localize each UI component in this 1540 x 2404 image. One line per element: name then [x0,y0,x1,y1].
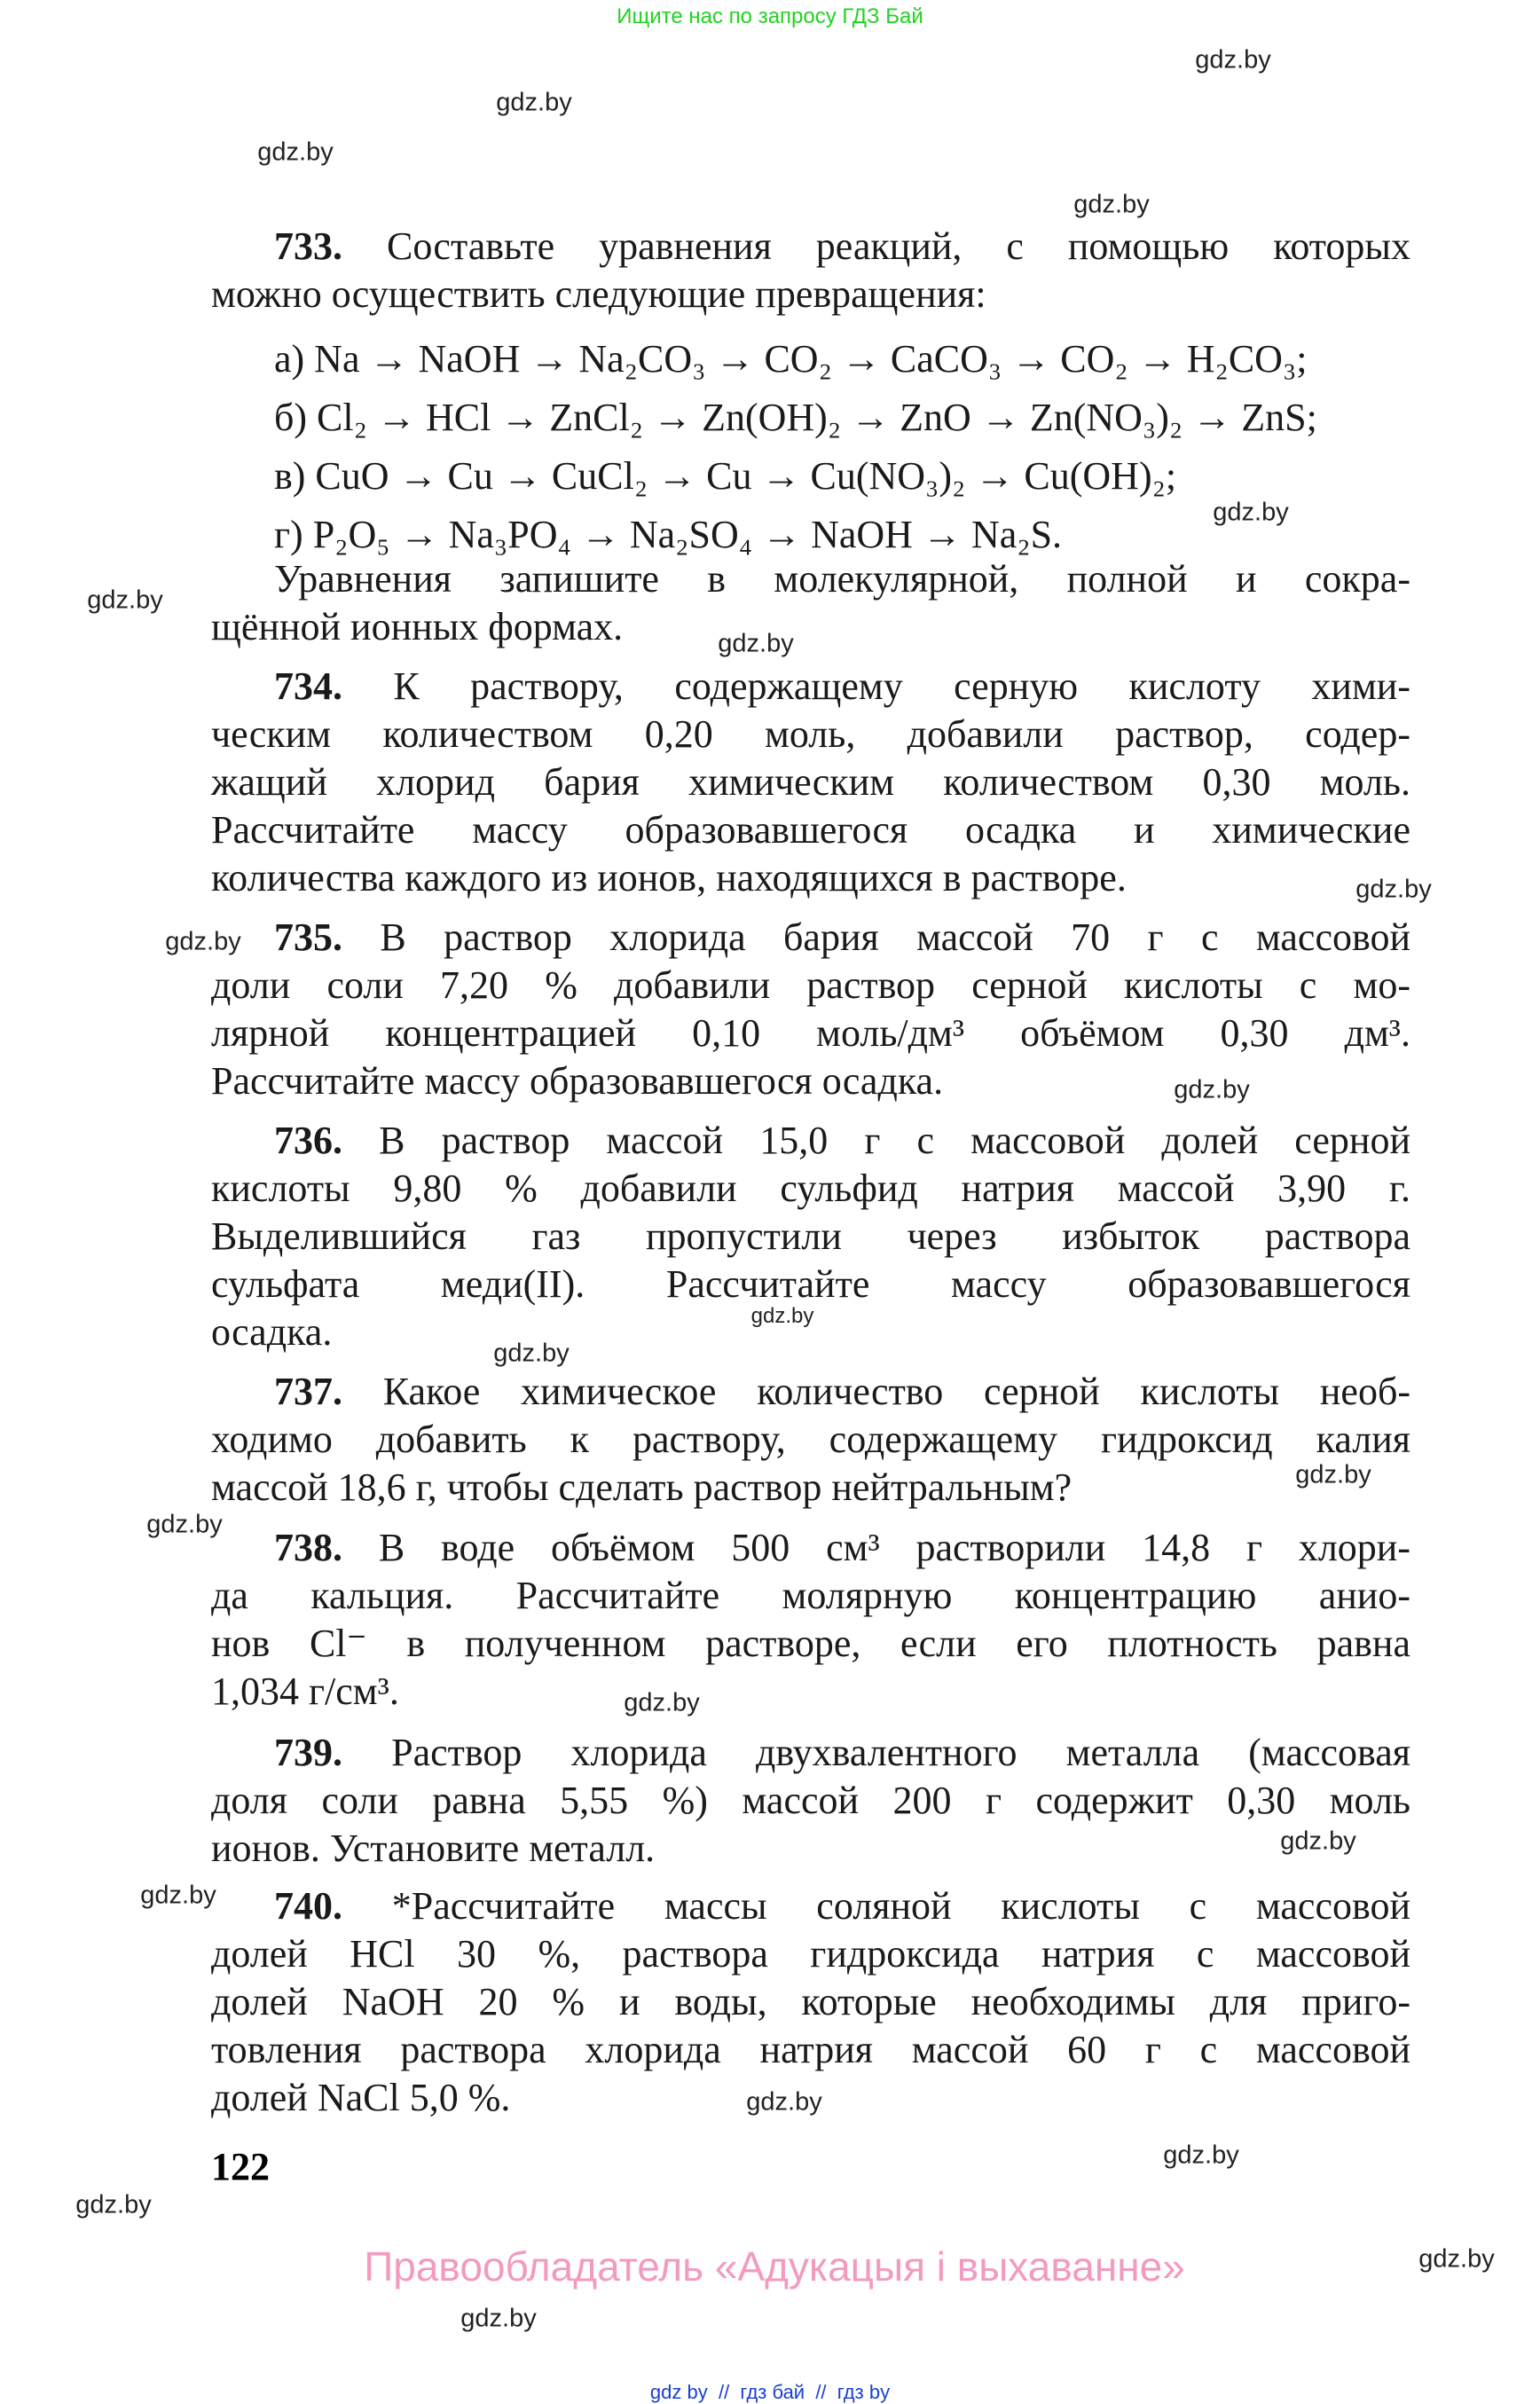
text-line [211,711,1410,758]
watermark: gdz.by [140,1881,216,1910]
problem-734 [211,663,1410,902]
text-line [211,1165,1410,1213]
line-text: сульфата меди(II). Рассчитайте массу образовавшегося [211,1262,1410,1306]
line-text: щённой ионных формах. [211,605,624,648]
text-line [211,663,1410,711]
text-line [211,914,1410,962]
watermark: gdz.by [1213,498,1289,527]
page-number: 122 [211,2145,270,2188]
watermark: gdz.by [718,629,794,658]
problem-739 [211,1729,1410,1873]
watermark: gdz.by [746,2087,822,2117]
text-line [211,1930,1410,1978]
line-text: можно осуществить следующие превращения: [211,272,986,316]
text-line [211,603,1410,651]
watermark: gdz.by [1280,1827,1356,1856]
line-text: лярной концентрацией 0,10 моль/дм³ объёмом 0,30 дм³. [211,1011,1410,1055]
text-line [211,1416,1410,1464]
text-line [211,1524,1410,1572]
text-line [211,1213,1410,1261]
text-line [211,854,1410,902]
problem-737 [211,1368,1410,1512]
line-text: Рассчитайте массу образовавшегося осадка и химические [211,808,1410,852]
line-text: Раствор хлорида двухвалентного металла (массовая [391,1731,1411,1774]
line-text: да кальция. Рассчитайте молярную концентрацию анио- [211,1574,1410,1617]
copyright-notice: Правообладатель «Адукацыя і выхаванне» [364,2243,1185,2290]
problem-number: 737. [274,1370,342,1413]
watermark: gdz.by [496,88,572,117]
text-line [211,1668,1410,1716]
text-line [211,1010,1410,1057]
text-line [211,389,1410,447]
line-text: ческим количеством 0,20 моль, добавили раствор, содер- [211,712,1410,756]
watermark: gdz.by [1073,190,1150,219]
text-line [211,1777,1410,1825]
line-text: а) Na → NaOH → Na₂CO₃ → CO₂ → CaCO₃ → CO₂ → H₂CO₃; [274,337,1308,381]
text-line [211,1464,1410,1512]
line-text: В воде объёмом 500 см³ растворили 14,8 г хлори- [378,1526,1410,1569]
text-line [211,1368,1410,1416]
text-line [211,271,1410,318]
watermark: gdz.by [1195,45,1271,75]
line-text: Выделившийся газ пропустили через избыток раствора [211,1214,1410,1258]
problem-number: 739. [274,1731,342,1774]
problem-733-intro [211,223,1410,318]
watermark: gdz.by [1163,2141,1239,2170]
watermark: gdz.by [257,137,334,167]
line-text: г) P₂O₅ → Na₃PO₄ → Na₂SO₄ → NaOH → Na₂S. [274,513,1063,556]
problem-number: 733. [274,224,342,268]
watermark: gdz.by [1174,1075,1250,1104]
line-text: Какое химическое количество серной кислоты необ- [382,1370,1410,1413]
text-line [211,962,1410,1010]
line-text: ходимо добавить к раствору, содержащему гидроксид калия [211,1418,1410,1461]
problem-number: 738. [274,1526,342,1569]
line-text: жащий хлорид бария химическим количеством 0,30 моль. [211,760,1410,804]
line-text: нов Cl⁻ в полученном растворе, если его плотность равна [211,1622,1410,1665]
watermark: gdz.by [460,2304,537,2333]
problem-740 [211,1882,1410,2122]
line-text: В раствор массой 15,0 г с массовой долей серной [379,1119,1411,1162]
line-text: количества каждого из ионов, находящихся в растворе. [211,856,1127,900]
line-text: В раствор хлорида бария массой 70 г с массовой [380,915,1410,959]
line-text: долей NaCl 5,0 %. [211,2076,511,2119]
watermark: gdz.by [493,1339,570,1368]
text-line [211,758,1410,806]
watermark: gdz.by [1295,1460,1371,1489]
text-line [211,1978,1410,2026]
text-line [211,806,1410,854]
text-line [211,1572,1410,1620]
watermark: gdz.by [165,927,241,956]
line-text: К раствору, содержащему серную кислоту хими- [393,664,1410,708]
line-text: долей NaOH 20 % и воды, которые необходимы для приго- [211,1980,1410,2023]
text-line [211,223,1410,271]
line-text: б) Cl₂ → HCl → ZnCl₂ → Zn(OH)₂ → ZnO → Zn(NO₃)₂ → ZnS; [274,396,1317,439]
watermark: gdz.by [750,1304,814,1328]
text-line [211,1261,1410,1308]
footer-links: gdz by // гдз бай // гдз by [649,2381,891,2403]
line-text: долей HCl 30 %, раствора гидроксида натрия с массовой [211,1932,1410,1976]
text-line [211,555,1410,603]
problem-733-note [211,555,1410,651]
problem-733-reactions [211,330,1410,564]
problem-number: 736. [274,1119,342,1162]
text-line [211,1825,1410,1873]
line-text: массой 18,6 г, чтобы сделать раствор нейтральным? [211,1465,1072,1509]
line-text: Составьте уравнения реакций, с помощью которых [386,224,1410,268]
line-text: доли соли 7,20 % добавили раствор серной кислоты с мо- [211,963,1410,1007]
watermark: gdz.by [624,1688,700,1717]
text-line [211,2026,1410,2074]
watermark: gdz.by [1418,2244,1495,2274]
text-line [211,447,1410,506]
top-banner: Ищите нас по запросу ГДЗ Бай [617,4,923,28]
watermark: gdz.by [75,2190,152,2219]
line-text: осадка. [211,1310,333,1354]
watermark: gdz.by [1355,875,1432,904]
text-line [211,330,1410,389]
line-text: кислоты 9,80 % добавили сульфид натрия массой 3,90 г. [211,1167,1410,1210]
problem-number: 735. [274,915,342,959]
watermark: gdz.by [146,1510,223,1539]
line-text: в) CuO → Cu → CuCl₂ → Cu → Cu(NO₃)₂ → Cu(OH)₂; [274,454,1177,498]
line-text: доля соли равна 5,55 %) массой 200 г содержит 0,30 моль [211,1779,1410,1822]
line-text: ионов. Установите металл. [211,1827,656,1870]
text-line [211,1729,1410,1777]
problem-number: 740. [274,1884,342,1928]
watermark: gdz.by [87,585,163,615]
line-text: *Рассчитайте массы соляной кислоты с массовой [391,1884,1410,1928]
problem-738 [211,1524,1410,1716]
text-line [211,1117,1410,1165]
text-line [211,1620,1410,1668]
line-text: товления раствора хлорида натрия массой 60 г с массовой [211,2028,1410,2071]
problem-number: 734. [274,664,342,708]
line-text: Уравнения запишите в молекулярной, полной и сокра- [274,557,1410,601]
line-text: 1,034 г/см³. [211,1669,399,1713]
line-text: Рассчитайте массу образовавшегося осадка. [211,1059,944,1103]
text-line [211,1882,1410,1930]
